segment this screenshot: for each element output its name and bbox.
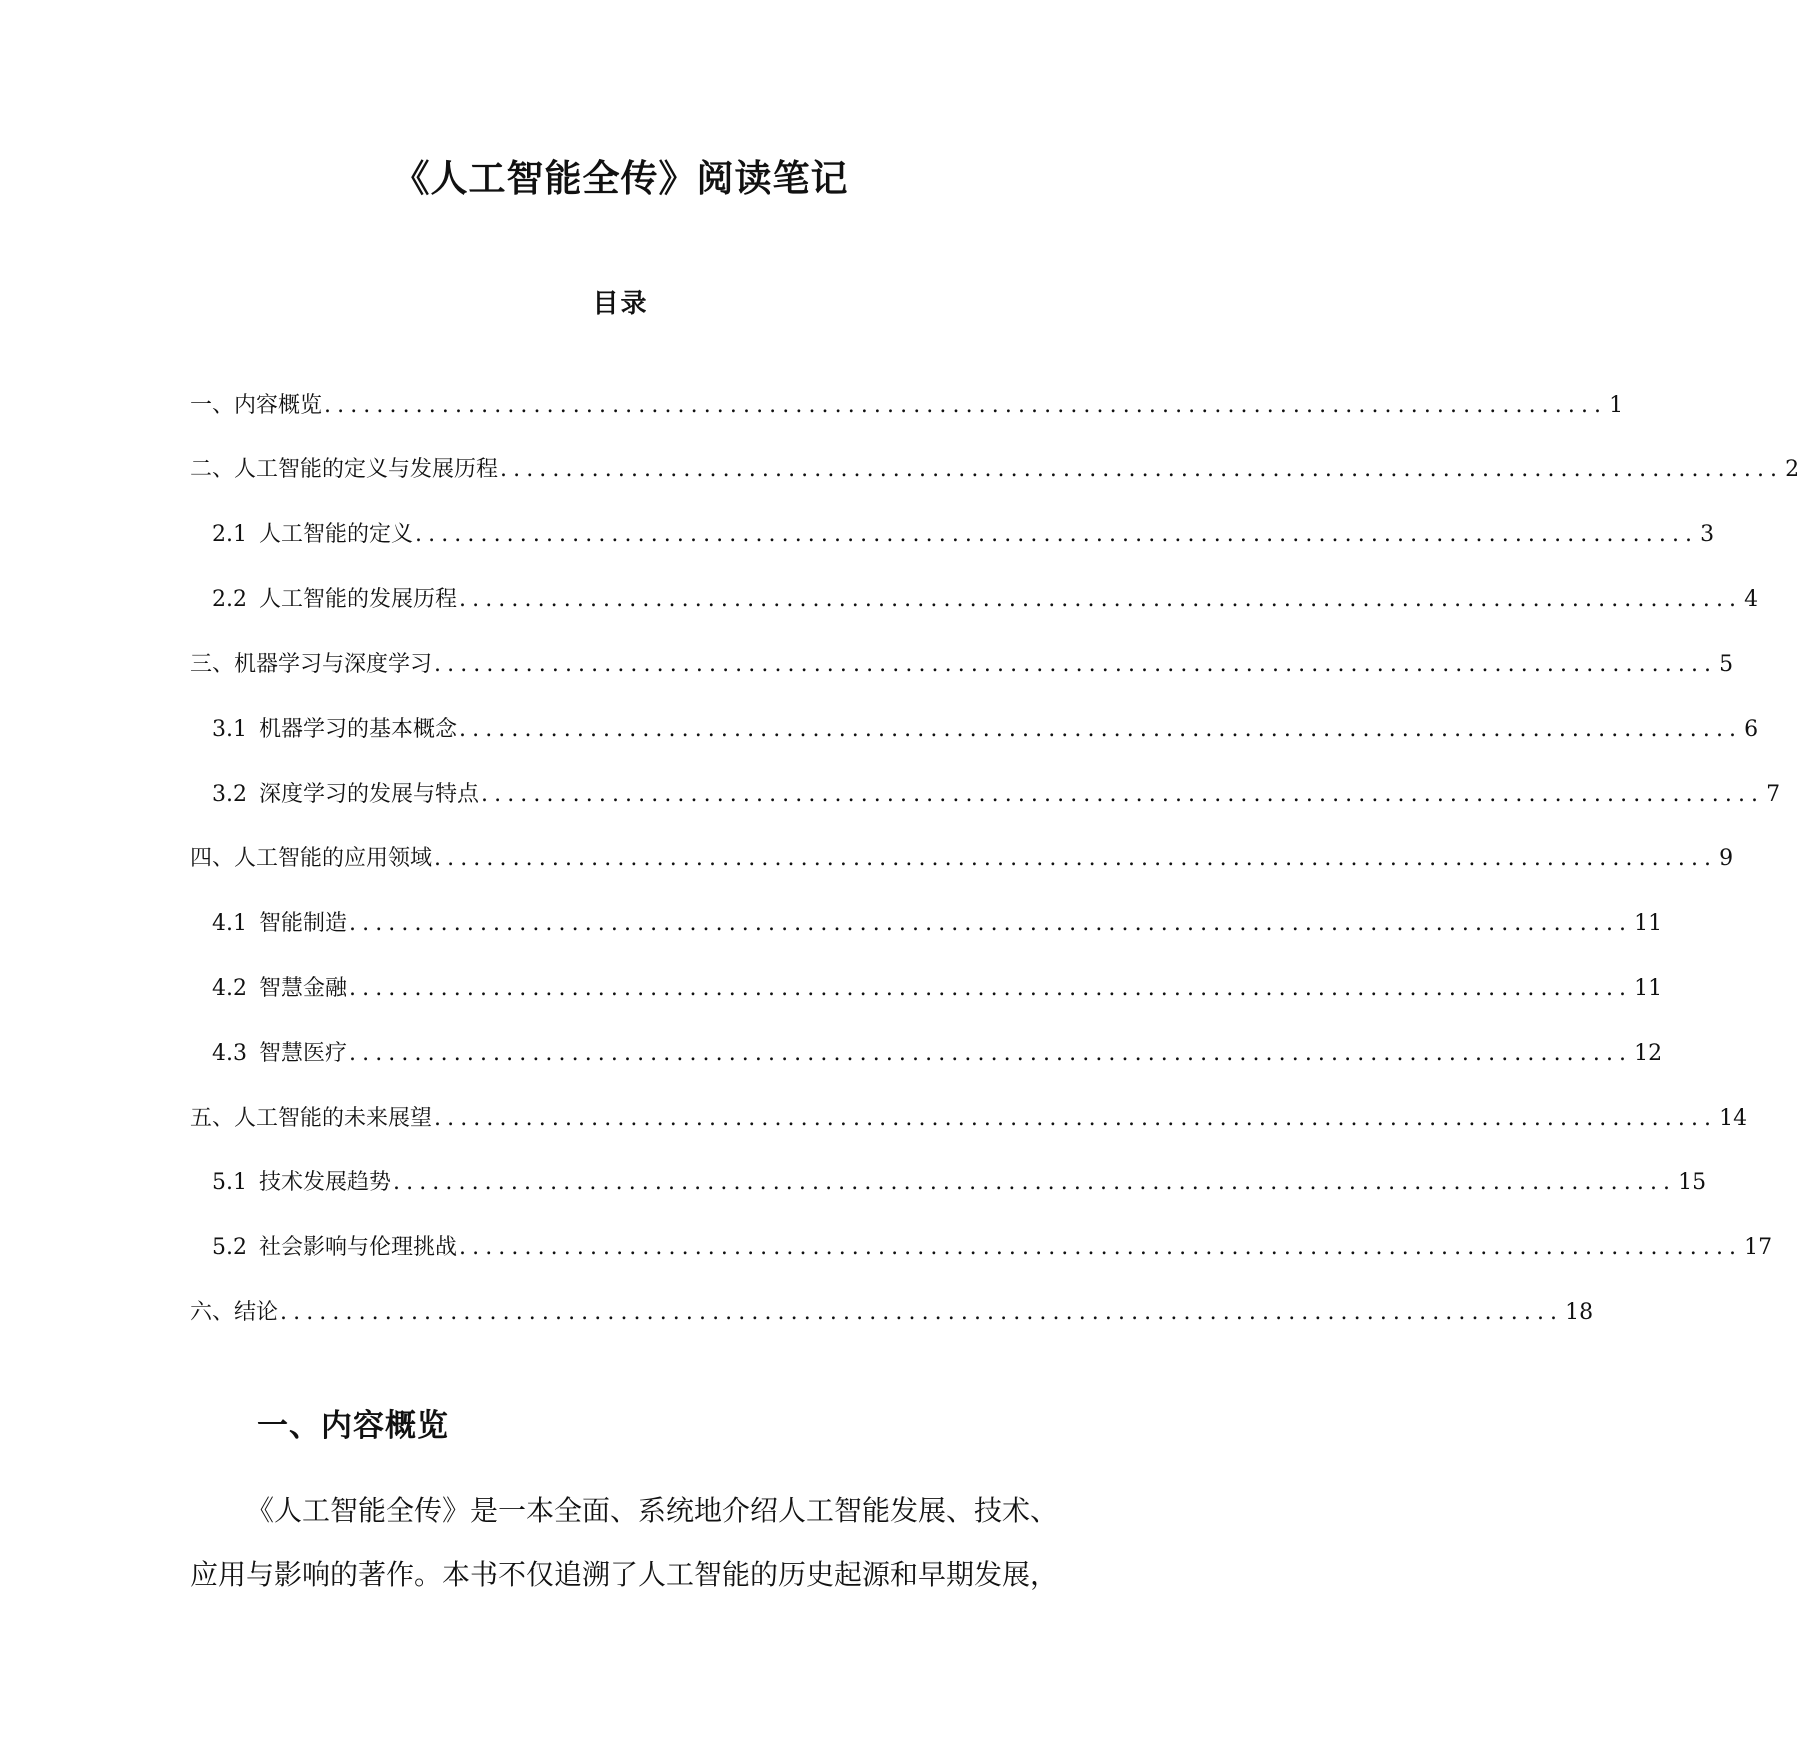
toc-entry-2-2[interactable]	[212, 584, 1759, 616]
toc-leader-dots: ..................................................................................................	[324, 393, 1608, 418]
toc-entry-2-1[interactable]	[212, 519, 1715, 551]
toc-entry-label: 社会影响与伦理挑战	[259, 1235, 458, 1260]
toc-entry-5-2[interactable]	[212, 1232, 1773, 1264]
toc-entry-4[interactable]	[190, 843, 1734, 875]
toc-entry-number: 4.2	[212, 976, 247, 1001]
toc-leader-dots: ..................................................................................................	[459, 587, 1743, 612]
toc-entry-6[interactable]	[190, 1297, 1594, 1329]
toc-leader-dots: ..................................................................................................	[349, 976, 1633, 1001]
toc-entry-label: 一、内容概览	[190, 393, 323, 418]
toc-entry-5-1[interactable]	[212, 1167, 1707, 1199]
toc-page-number: 6	[1744, 717, 1759, 742]
toc-entry-number: 3.1	[212, 717, 247, 742]
toc-entry-label: 深度学习的发展与特点	[259, 782, 480, 807]
toc-entry-4-2[interactable]	[212, 973, 1663, 1005]
toc-page-number: 3	[1700, 522, 1715, 547]
toc-entry-number: 4.1	[212, 911, 247, 936]
toc-entry-number: 5.2	[212, 1235, 247, 1260]
body-text-line: 《人工智能全传》是一本全面、系统地介绍人工智能发展、技术、	[246, 1494, 1059, 1527]
section-heading: 一、内容概览	[257, 1408, 449, 1444]
toc-page-number: 18	[1565, 1300, 1594, 1325]
document-title: 《人工智能全传》阅读笔记	[392, 156, 849, 200]
toc-leader-dots: ..................................................................................................	[415, 522, 1699, 547]
toc-entry-number: 2.2	[212, 587, 247, 612]
toc-leader-dots: ..................................................................................................	[280, 1300, 1564, 1325]
toc-entry-label: 六、结论	[190, 1300, 279, 1325]
toc-entry-label: 智能制造	[259, 911, 348, 936]
toc-entry-2[interactable]	[190, 454, 1799, 486]
toc-page-number: 11	[1634, 976, 1663, 1001]
toc-page-number: 15	[1678, 1170, 1707, 1195]
toc-entry-1[interactable]	[190, 390, 1624, 422]
toc-entry-3-1[interactable]	[212, 714, 1759, 746]
toc-entry-4-3[interactable]	[212, 1038, 1663, 1070]
toc-entry-4-1[interactable]	[212, 908, 1663, 940]
toc-page-number: 11	[1634, 911, 1663, 936]
toc-leader-dots: ..................................................................................................	[434, 652, 1718, 677]
toc-page-number: 4	[1744, 587, 1759, 612]
toc-entry-label: 人工智能的发展历程	[259, 587, 458, 612]
body-text-line: 应用与影响的著作。本书不仅追溯了人工智能的历史起源和早期发展，	[190, 1558, 1059, 1591]
toc-entry-number: 3.2	[212, 782, 247, 807]
toc-entry-label: 五、人工智能的未来展望	[190, 1106, 433, 1131]
toc-page-number: 7	[1766, 782, 1781, 807]
toc-page-number: 2	[1785, 457, 1799, 482]
toc-entry-label: 智慧医疗	[259, 1041, 348, 1066]
toc-entry-label: 三、机器学习与深度学习	[190, 652, 433, 677]
toc-page-number: 12	[1634, 1041, 1663, 1066]
toc-leader-dots: ..................................................................................................	[459, 717, 1743, 742]
toc-entry-label: 二、人工智能的定义与发展历程	[190, 457, 499, 482]
toc-title: 目录	[592, 289, 649, 319]
toc-leader-dots: ..................................................................................................	[459, 1235, 1743, 1260]
toc-entry-number: 4.3	[212, 1041, 247, 1066]
toc-leader-dots: ..................................................................................................	[349, 1041, 1633, 1066]
toc-leader-dots: ..................................................................................................	[349, 911, 1633, 936]
toc-entry-3[interactable]	[190, 649, 1734, 681]
toc-entry-label: 技术发展趋势	[259, 1170, 392, 1195]
toc-entry-label: 智慧金融	[259, 976, 348, 1001]
toc-page-number: 9	[1719, 846, 1734, 871]
toc-page-number: 17	[1744, 1235, 1773, 1260]
toc-page-number: 14	[1719, 1106, 1748, 1131]
toc-leader-dots: ..................................................................................................	[434, 1106, 1718, 1131]
toc-page-number: 1	[1609, 393, 1624, 418]
toc-leader-dots: ..................................................................................................	[393, 1170, 1677, 1195]
toc-entry-5[interactable]	[190, 1103, 1748, 1135]
toc-entry-3-2[interactable]	[212, 779, 1781, 811]
toc-leader-dots: ..................................................................................................	[481, 782, 1765, 807]
toc-entry-number: 5.1	[212, 1170, 247, 1195]
toc-entry-label: 人工智能的定义	[259, 522, 414, 547]
toc-entry-label: 机器学习的基本概念	[259, 717, 458, 742]
toc-leader-dots: ..................................................................................................	[500, 457, 1784, 482]
toc-page-number: 5	[1719, 652, 1734, 677]
toc-entry-label: 四、人工智能的应用领域	[190, 846, 433, 871]
toc-entry-number: 2.1	[212, 522, 247, 547]
toc-leader-dots: ..................................................................................................	[434, 846, 1718, 871]
